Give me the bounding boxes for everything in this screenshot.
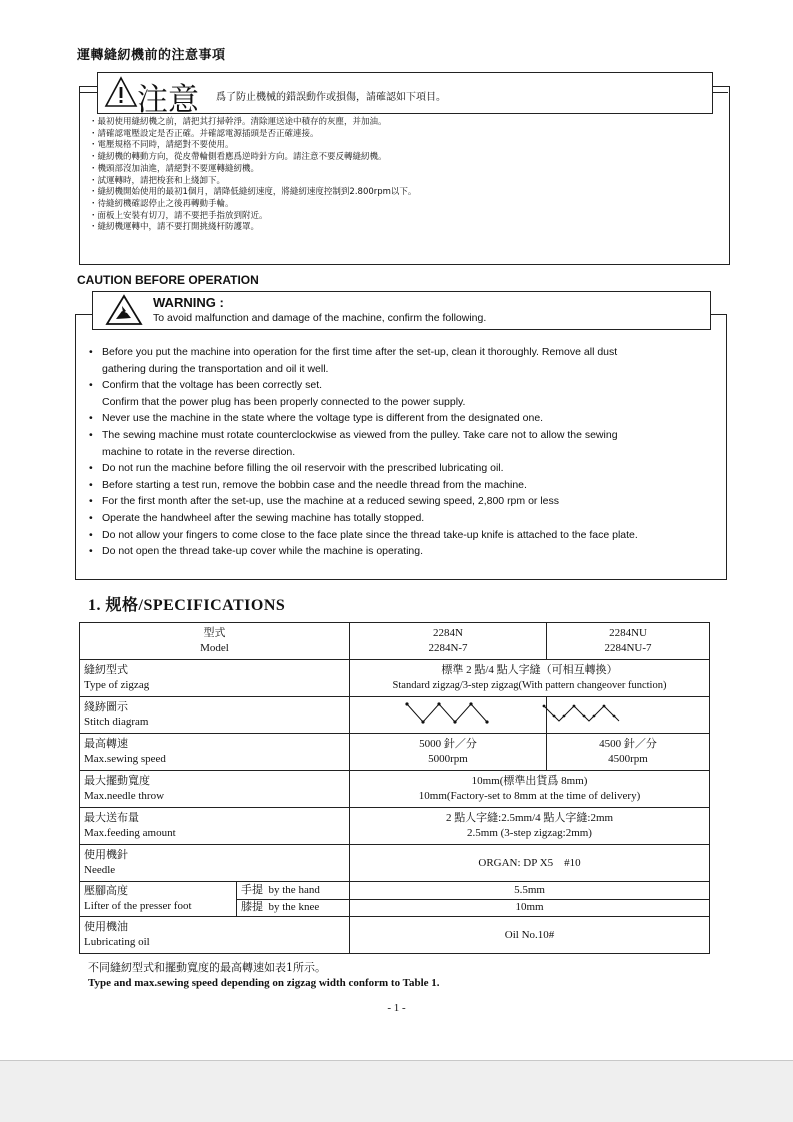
- list-item: • Confirm that the voltage has been correctly set.: [86, 377, 726, 394]
- list-item: machine to rotate in the reverse direction.: [102, 445, 296, 458]
- list-item: ・ 面板上安裝有切刀，請不要把手指放到附近。: [89, 211, 416, 223]
- list-item: ・ 最初使用縫紉機之前，請把其打掃幹淨。清除運送途中積存的灰塵，并加油。: [89, 117, 416, 129]
- viewer-background: [0, 1061, 793, 1122]
- table-row: 最大擺動寬度 Max.needle throw 10mm(標準出貨爲 8mm) 10mm(Factory-set to 8mm at the time of delivery): [80, 771, 710, 808]
- en-section-heading: CAUTION BEFORE OPERATION: [77, 273, 259, 287]
- table-note-en: Type and max.sewing speed depending on zigzag width conform to Table 1.: [88, 977, 440, 989]
- en-warning-list: [86, 344, 726, 560]
- table-row: 壓腳高度 Lifter of the presser foot 手提 by the hand 5.5mm: [80, 882, 710, 900]
- table-row: 最大送布量 Max.feeding amount 2 點人字縫:2.5mm/4 點人字縫:2mm 2.5mm (3-step zigzag:2mm): [80, 808, 710, 845]
- table-row: 型式 Model 2284N 2284N-7 2284NU 2284NU-7: [80, 623, 710, 660]
- cn-caution-list: [89, 117, 416, 234]
- table-row: 綫跡圖示 Stitch diagram: [80, 697, 710, 734]
- list-item: ・ 縫紉機運轉中，請不要打開挑綫杆防護罩。: [89, 222, 416, 234]
- three-step-zigzag-diagram: [542, 698, 622, 728]
- list-item: ・ 機頭部沒加油進，請絕對不要運轉縫紉機。: [89, 164, 416, 176]
- warning-triangle-icon: [104, 76, 138, 108]
- list-item: ・ 待縫紉機確認停止之後再轉動手輪。: [89, 199, 416, 211]
- table-row: 膝提 by the knee 10mm: [80, 899, 710, 917]
- table-row: 最高轉速 Max.sewing speed 5000 針／分 5000rpm 4500 針／分 4500rpm: [80, 734, 710, 771]
- list-item: • Before you put the machine into operation for the first time after the set-up, clean it thoroughly. Remove all dust: [86, 344, 726, 361]
- table-row: 使用機針 Needle ORGAN: DP X5 #10: [80, 845, 710, 882]
- list-item: • Do not run the machine before filling the oil reservoir with the prescribed lubricating oil.: [86, 460, 726, 477]
- list-item: ・ 電壓規格不同時，請絕對不要使用。: [89, 140, 416, 152]
- table-note-cn: 不同縫紉型式和擺動寬度的最高轉速如表1所示。: [88, 961, 326, 974]
- list-item: • Do not open the thread take-up cover while the machine is operating.: [86, 543, 726, 560]
- warning-subtitle: To avoid malfunction and damage of the machine, confirm the following.: [153, 312, 487, 324]
- hand-hazard-warning-icon: [105, 294, 143, 326]
- list-item: ・ 縫紉機開始使用的最初1個月，請降低縫紉速度，將縫紉速度控制到2.800rpm以下。: [89, 187, 416, 199]
- list-item: • Operate the handwheel after the sewing machine has totally stopped.: [86, 510, 726, 527]
- two-step-zigzag-diagram: [403, 698, 493, 728]
- specifications-table: [79, 622, 710, 954]
- list-item: gathering during the transportation and oil it well.: [102, 362, 329, 375]
- list-item: • Never use the machine in the state where the voltage type is different from the designated one.: [86, 410, 726, 427]
- list-item: • Do not allow your fingers to come close to the face plate since the thread take-up knife is attached to the face plate.: [86, 527, 726, 544]
- list-item: ・ 縫紉機的轉動方向，從皮帶輪側看應爲逆時針方向。請注意不要反轉縫紉機。: [89, 152, 416, 164]
- cn-caution-subtitle: 爲了防止機械的錯誤動作或損傷，請確認如下項目。: [216, 92, 446, 103]
- specifications-title: 1. 规格/SPECIFICATIONS: [88, 597, 286, 614]
- list-item: Confirm that the power plug has been properly connected to the power supply.: [102, 395, 466, 408]
- cn-section-heading: 運轉縫紉機前的注意事項: [77, 48, 226, 63]
- cn-caution-title: 注意: [137, 82, 199, 118]
- list-item: ・ 試運轉時，請把梭套和上綫卸下。: [89, 176, 416, 188]
- table-row: 使用機油 Lubricating oil Oil No.10#: [80, 917, 710, 954]
- list-item: ・ 請確認電壓設定是否正確。并確認電源插頭是否正確連接。: [89, 129, 416, 141]
- warning-title: WARNING :: [153, 295, 224, 310]
- list-item: • The sewing machine must rotate counterclockwise as viewed from the pulley. Take care not to allow the sewing: [86, 427, 726, 444]
- list-item: • For the first month after the set-up, use the machine at a reduced sewing speed, 2,800 rpm or less: [86, 493, 726, 510]
- page-number: - 1 -: [387, 1002, 406, 1014]
- table-row: 縫紉型式 Type of zigzag 標準 2 點/4 點人字縫（可相互轉換） Standard zigzag/3-step zigzag(With pattern changeover function): [80, 660, 710, 697]
- list-item: • Before starting a test run, remove the bobbin case and the needle thread from the machine.: [86, 477, 726, 494]
